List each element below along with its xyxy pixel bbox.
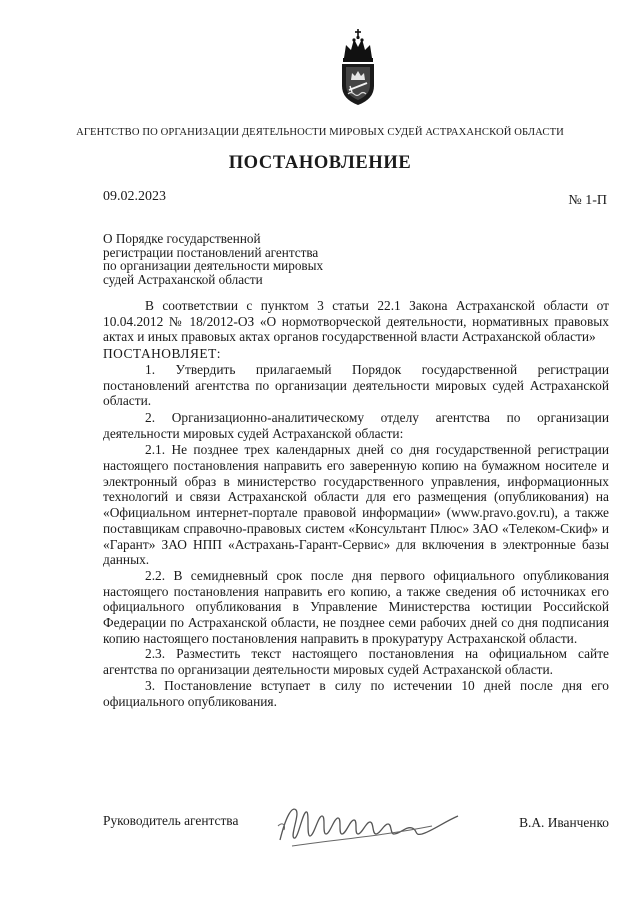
item-2-2-paragraph: 2.2. В семидневный срок после дня первого официального опубликования настоящего постановления направить его копию, а также сведения об источниках его официального опубликования в Управление Министерства юстиции Российской Федерации по Астраханской области, не позднее семи рабочих дней со дня подписания копию настоящего постановления направить в прокуратуру Астраханской области. bbox=[103, 567, 609, 646]
resolves-heading: ПОСТАНОВЛЯЕТ: bbox=[103, 346, 221, 362]
signer-name: В.А. Иванченко bbox=[519, 815, 609, 830]
item-2-3-paragraph: 2.3. Разместить текст настоящего постановления на официальном сайте агентства по организации деятельности мировых судей Астраханской области. bbox=[103, 646, 609, 678]
document-title: ПОСТАНОВЛЕНИЕ bbox=[228, 153, 412, 173]
agency-name: АГЕНТСТВО ПО ОРГАНИЗАЦИИ ДЕЯТЕЛЬНОСТИ МИРОВЫХ СУДЕЙ АСТРАХАНСКОЙ ОБЛАСТИ bbox=[76, 127, 564, 138]
preamble-paragraph: В соответствии с пунктом 3 статьи 22.1 Закона Астраханской области от 10.04.2012 № 18/2012-ОЗ «О нормотворческой деятельности, нормативных правовых актах и иных правовых актах органов государственной власти Астраханской области» bbox=[103, 298, 609, 345]
document-number: № 1-П bbox=[568, 193, 607, 208]
item-3-paragraph: 3. Постановление вступает в силу по истечении 10 дней после дня его официального опубликования. bbox=[103, 677, 609, 709]
handwritten-signature-icon bbox=[272, 796, 482, 852]
item-2-paragraph: 2. Организационно-аналитическому отделу агентства по организации деятельности мировых судей Астраханской области: bbox=[103, 409, 609, 441]
document-date: 09.02.2023 bbox=[103, 189, 166, 204]
document-body bbox=[103, 298, 609, 709]
signer-title: Руководитель агентства bbox=[103, 813, 239, 828]
document-subject: О Порядке государственной регистрации постановлений агентства по организации деятельности мировых судей Астраханской области bbox=[103, 231, 324, 287]
item-1-paragraph: 1. Утвердить прилагаемый Порядок государственной регистрации постановлений агентства по организации деятельности мировых судей Астраханской области. bbox=[103, 361, 609, 409]
coat-of-arms-icon bbox=[332, 28, 384, 108]
item-2-1-paragraph: 2.1. Не позднее трех календарных дней со дня государственной регистрации настоящего постановления направить его заверенную копию на бумажном носителе и электронный образ в министерство государственного управления, информационных технологий и связи Астраханской области для его размещения (опубликования) на «Официальном интернет-портале правовой информации» (www.pravo.gov.ru), а также поставщикам справочно-правовых систем «Консультант Плюс» ЗАО «Телеком-Скиф» и «Гарант» ЗАО НПП «Астрахань-Гарант-Сервис» для включения в электронные базы данных. bbox=[103, 442, 609, 568]
